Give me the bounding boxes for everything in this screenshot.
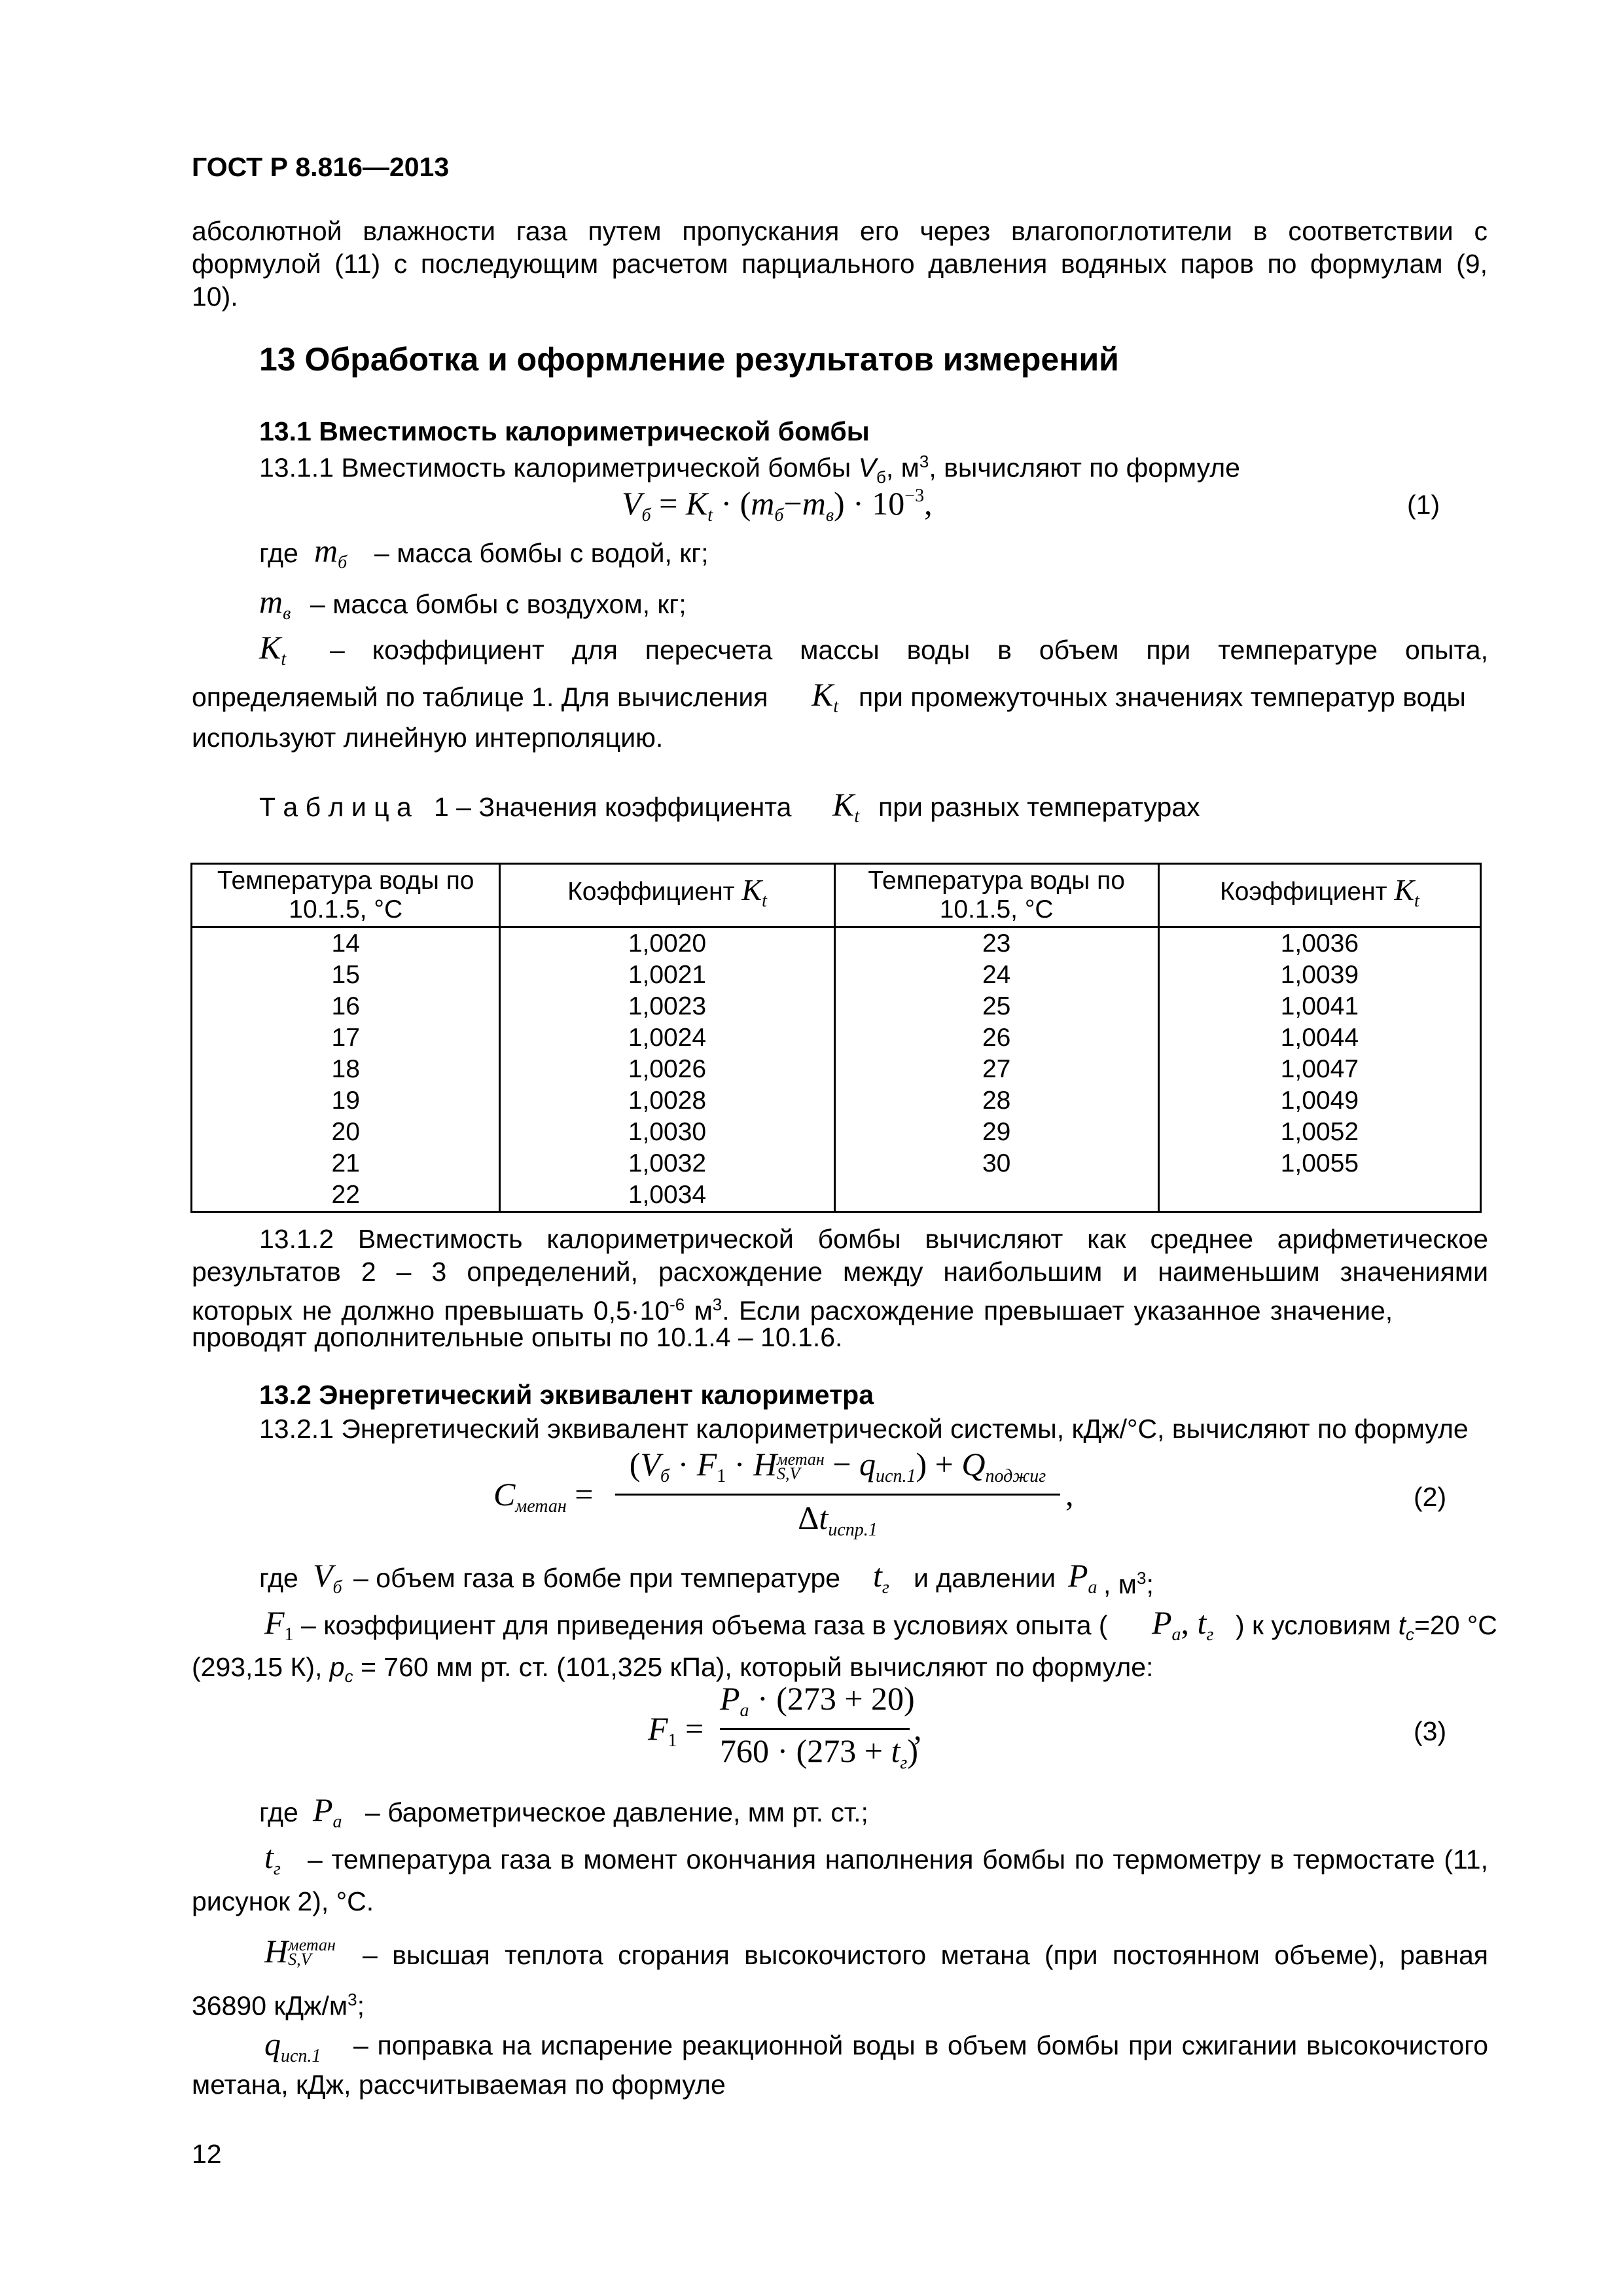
- table-cell: 1,0024: [500, 1022, 834, 1054]
- header-coefficient-1-text: Коэффициент: [567, 877, 735, 906]
- f1-desc-line-2b: = 760 мм рт. ст. (101,325 кПа), который вычисляют по формуле:: [353, 1652, 1154, 1682]
- h-desc-line-2a: 36890 кДж/м: [192, 1990, 348, 2021]
- header-temperature-2: [834, 864, 1158, 927]
- header-k-t-symbol-2: $K_t$: [1394, 872, 1419, 911]
- table-cell: 1,0026: [500, 1054, 834, 1085]
- equation-2-numerator: ($V_б \cdot F_1 \cdot H$ метан S,V − $q_{исп.1}) + Q_{поджиг}$: [629, 1446, 1046, 1486]
- header-temperature-1-text: Температура воды по 10.1.5, °С: [217, 867, 474, 924]
- vb-desc-d: ;: [1146, 1569, 1154, 1600]
- header-temperature-2-text: Температура воды по 10.1.5, °С: [868, 867, 1125, 924]
- pa-description: – барометрическое давление, мм рт. ст.;: [365, 1797, 868, 1827]
- symbol-v-b: $V_б$: [313, 1557, 342, 1598]
- mb-description: – масса бомбы с водой, кг;: [374, 538, 709, 568]
- kt-desc-line-2b: при промежуточных значениях температур воды: [859, 682, 1466, 712]
- table-row: [192, 1148, 1481, 1179]
- section-13-2-title: 13.2 Энергетический эквивалент калориметра: [259, 1380, 874, 1410]
- para-13-1-2-line-3-b: м: [685, 1295, 713, 1326]
- equation-3-numerator: $P_a \cdot (273 + 20)$: [720, 1680, 915, 1721]
- table-header-row: [192, 864, 1481, 927]
- symbol-m-b: $m_б$: [314, 532, 348, 573]
- table-cell: 1,0036: [1158, 927, 1480, 960]
- f1-desc-line-2: [192, 1651, 1153, 1693]
- table-cell: 19: [192, 1085, 500, 1117]
- where-label-1: где: [259, 538, 298, 568]
- vb-desc-c-text: , м: [1103, 1569, 1137, 1600]
- header-temperature-1: [192, 864, 500, 927]
- table-cell: 28: [834, 1085, 1158, 1117]
- equation-2-number: (2): [1414, 1482, 1447, 1512]
- symbol-f-1: $F_1$: [264, 1604, 294, 1645]
- table-row: [192, 991, 1481, 1022]
- table-cell: 27: [834, 1054, 1158, 1085]
- tg-desc-line-2: рисунок 2), °С.: [192, 1886, 374, 1916]
- table-row: [192, 1179, 1481, 1212]
- symbol-t-g-2: $t_г$: [264, 1839, 281, 1879]
- h-desc-line-2: [192, 1983, 365, 2022]
- equation-3-denominator: $760 \cdot (273 + t_г)$: [720, 1732, 918, 1773]
- para-13-1-2-line-1: 13.1.2 Вместимость калориметрической бомбы вычисляют как среднее арифметическое: [259, 1224, 1488, 1254]
- f1-desc-b: [1236, 1609, 1497, 1651]
- intro-line-1: абсолютной влажности газа путем пропускания его через влагопоглотители в соответствии с: [192, 216, 1488, 246]
- symbol-t-c: t: [1398, 1610, 1406, 1640]
- table-row: [192, 1117, 1481, 1148]
- f1-desc-line-2a: (293,15 К),: [192, 1652, 330, 1682]
- table-cell: [834, 1179, 1158, 1212]
- h-desc-line-1: – высшая теплота сгорания высокочистого метана (при постоянном объеме), равная: [363, 1940, 1488, 1970]
- section-13-1-title: 13.1 Вместимость калориметрической бомбы: [259, 416, 870, 446]
- table-cell: 1,0034: [500, 1179, 834, 1212]
- table-cell: 1,0028: [500, 1085, 834, 1117]
- symbol-k-t-inline: $K_t$: [812, 676, 839, 717]
- table-cell: 1,0030: [500, 1117, 834, 1148]
- header-coefficient-2: [1158, 864, 1480, 927]
- equation-3-fraction-bar: [720, 1728, 910, 1730]
- table-cell: 29: [834, 1117, 1158, 1148]
- equation-3-lhs: $F_1$ =: [648, 1710, 704, 1751]
- kt-desc-line-2a: определяемый по таблице 1. Для вычисления: [192, 682, 768, 712]
- header-k-t-symbol-1: $K_t$: [741, 872, 767, 911]
- para-13-1-2-line-3-a: которых не должно превышать 0,5·10: [192, 1295, 670, 1326]
- equation-3-comma: ,: [914, 1710, 922, 1747]
- symbol-t-c-sub: c: [1405, 1624, 1414, 1645]
- table-cell: 1,0041: [1158, 991, 1480, 1022]
- f1-desc-a: – коэффициент для приведения объема газа в условиях опыта (: [301, 1610, 1108, 1640]
- table-cell: 1,0021: [500, 960, 834, 991]
- table-cell: 1,0052: [1158, 1117, 1480, 1148]
- equation-2-lhs: $C_{метан}$ =: [493, 1476, 594, 1516]
- table-cell: 14: [192, 927, 500, 960]
- symbol-p-c-sub: c: [344, 1666, 353, 1687]
- intro-line-2: формулой (11) с последующим расчетом парциального давления водяных паров по формулам (9,: [192, 249, 1488, 279]
- vb-desc-c: [1103, 1562, 1154, 1601]
- symbol-t-g: $t_г$: [873, 1557, 889, 1598]
- table-caption-symbol-k-t: $K_t$: [832, 786, 860, 827]
- table-cell: 1,0047: [1158, 1054, 1480, 1085]
- equation-1-number: (1): [1407, 490, 1440, 520]
- para-13-1-1-text-b: , м: [885, 452, 919, 483]
- h-desc-line-2b: ;: [357, 1990, 365, 2021]
- unit-sup: 3: [919, 452, 929, 471]
- table-row: [192, 927, 1481, 960]
- table-cell: 17: [192, 1022, 500, 1054]
- table-cell: [1158, 1179, 1480, 1212]
- table-cell: 16: [192, 991, 500, 1022]
- equation-2-denominator: $\Delta t_{испр.1}$: [798, 1499, 878, 1540]
- var-v: V: [858, 452, 876, 483]
- vb-desc-b: и давлении: [914, 1563, 1056, 1593]
- para-13-2-1: 13.2.1 Энергетический эквивалент калориметрической системы, кДж/°С, вычисляют по формуле: [259, 1414, 1469, 1444]
- para-13-1-2-line-3-c: . Если расхождение превышает указанное значение,: [722, 1295, 1393, 1326]
- symbol-p-c: p: [329, 1652, 345, 1682]
- para-13-1-1-text-c: , вычисляют по формуле: [929, 452, 1240, 483]
- table-cell: 1,0055: [1158, 1148, 1480, 1179]
- cube-sup: 3: [712, 1295, 722, 1314]
- var-v-sub: б: [876, 467, 886, 487]
- kt-desc-line-3: используют линейную интерполяцию.: [192, 723, 664, 753]
- f1-desc-c: =20 °С: [1414, 1610, 1497, 1640]
- symbol-pa-tg: $P_a$, $t_г$: [1152, 1604, 1214, 1645]
- table-cell: 22: [192, 1179, 500, 1212]
- table-cell: 23: [834, 927, 1158, 960]
- power-sup: -6: [669, 1295, 685, 1314]
- table-1-caption-b: при разных температурах: [878, 792, 1200, 822]
- table-cell: 24: [834, 960, 1158, 991]
- symbol-k-t: $K_t$: [259, 629, 287, 670]
- kt-desc-line-1: – коэффициент для пересчета массы воды в объем при температуре опыта,: [330, 635, 1488, 665]
- table-cell: 1,0032: [500, 1148, 834, 1179]
- equation-3-number: (3): [1414, 1716, 1447, 1746]
- equation-1: $V_б = K_t \cdot (m_б-m_в) \cdot 10^{-3}$,: [622, 485, 933, 526]
- table-cell: 1,0049: [1158, 1085, 1480, 1117]
- table-cell: 20: [192, 1117, 500, 1148]
- table-row: [192, 1085, 1481, 1117]
- table-1: [190, 863, 1482, 1213]
- where-label-3: где: [259, 1797, 298, 1827]
- h-desc-sup: 3: [348, 1990, 357, 2009]
- symbol-m-v: $m_в$: [259, 583, 291, 624]
- symbol-p-a-2: $P_a$: [313, 1791, 342, 1832]
- vb-desc-sup: 3: [1136, 1568, 1147, 1588]
- para-13-1-1-text-a: 13.1.1 Вместимость калориметрической бомбы: [259, 452, 859, 483]
- page-number: 12: [192, 2139, 222, 2169]
- f1-desc-b-text: ) к условиям: [1236, 1610, 1399, 1640]
- table-cell: 26: [834, 1022, 1158, 1054]
- table-row: [192, 960, 1481, 991]
- table-row: [192, 1054, 1481, 1085]
- intro-line-3: 10).: [192, 281, 238, 312]
- table-cell: 15: [192, 960, 500, 991]
- where-label-2: где: [259, 1563, 298, 1593]
- table-cell: 21: [192, 1148, 500, 1179]
- vb-desc-a: – объем газа в бомбе при температуре: [353, 1563, 841, 1593]
- mv-description: – масса бомбы с воздухом, кг;: [310, 589, 687, 619]
- table-cell: 18: [192, 1054, 500, 1085]
- table-cell: 1,0044: [1158, 1022, 1480, 1054]
- equation-2-fraction-bar: [615, 1494, 1060, 1496]
- symbol-q-isp: $q_{исп.1}$: [264, 2026, 321, 2066]
- table-row: [192, 1022, 1481, 1054]
- para-13-1-2-line-2: результатов 2 – 3 определений, расхождение между наибольшим и наименьшим значениями: [192, 1257, 1488, 1287]
- table-cell: 30: [834, 1148, 1158, 1179]
- para-13-1-2-line-4: проводят дополнительные опыты по 10.1.4 – 10.1.6.: [192, 1322, 843, 1352]
- table-cell: 1,0020: [500, 927, 834, 960]
- symbol-p-a: $P_a$: [1068, 1557, 1097, 1598]
- table-cell: 1,0039: [1158, 960, 1480, 991]
- header-coefficient-2-text: Коэффициент: [1219, 877, 1387, 906]
- table-1-caption-a: Т а б л и ц а 1 – Значения коэффициента: [259, 792, 792, 822]
- equation-2-comma: ,: [1065, 1476, 1074, 1513]
- q-desc-line-2: метана, кДж, рассчитываемая по формуле: [192, 2070, 726, 2100]
- symbol-h-sv: H метан S,V: [264, 1933, 336, 1969]
- header-coefficient-1: [500, 864, 834, 927]
- table-cell: 25: [834, 991, 1158, 1022]
- tg-desc-line-1: – температура газа в момент окончания наполнения бомбы по термометру в термостате (11,: [308, 1844, 1488, 1874]
- section-13-title: 13 Обработка и оформление результатов измерений: [259, 341, 1119, 378]
- document-header: ГОСТ Р 8.816—2013: [192, 152, 450, 182]
- q-desc-line-1: – поправка на испарение реакционной воды в объем бомбы при сжигании высокочистого: [353, 2030, 1488, 2060]
- table-cell: 1,0023: [500, 991, 834, 1022]
